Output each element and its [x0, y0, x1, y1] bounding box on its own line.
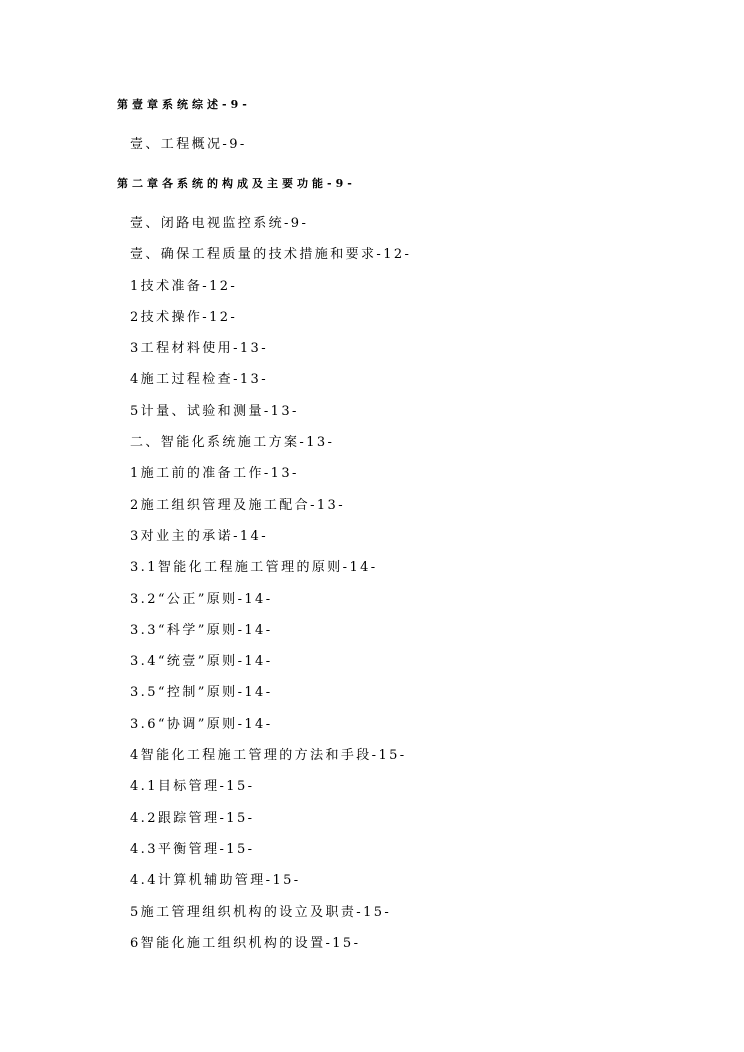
toc-entry: 3.6“协调”原则-14-: [130, 717, 273, 732]
toc-entry: 2施工组织管理及施工配合-13-: [130, 498, 345, 513]
toc-entry: 2技术操作-12-: [130, 310, 238, 325]
toc-chapter-2: 第二章各系统的构成及主要功能-9-: [117, 177, 356, 190]
toc-entry: 3.4“统壹”原则-14-: [130, 654, 273, 669]
toc-entry: 4施工过程检查-13-: [130, 372, 268, 387]
toc-entry: 4.4计算机辅助管理-15-: [130, 873, 301, 888]
toc-entry: 3.1智能化工程施工管理的原则-14-: [130, 560, 378, 575]
toc-entry: 5施工管理组织机构的设立及职责-15-: [130, 905, 392, 920]
toc-entry: 3.2“公正”原则-14-: [130, 592, 273, 607]
toc-entry: 1施工前的准备工作-13-: [130, 466, 299, 481]
toc-entry: 3对业主的承诺-14-: [130, 529, 268, 544]
toc-entry-1-1: 壹、工程概况-9-: [130, 137, 247, 152]
toc-entry: 二、智能化系统施工方案-13-: [130, 435, 335, 450]
toc-entry: 壹、闭路电视监控系统-9-: [130, 216, 309, 231]
toc-entry: 4智能化工程施工管理的方法和手段-15-: [130, 748, 407, 763]
toc-entry: 3.3“科学”原则-14-: [130, 623, 273, 638]
toc-entry: 1技术准备-12-: [130, 279, 238, 294]
toc-entry: 3.5“控制”原则-14-: [130, 685, 273, 700]
toc-chapter-1: 第壹章系统综述-9-: [117, 98, 251, 111]
toc-entry: 3工程材料使用-13-: [130, 341, 268, 356]
toc-entry: 5计量、试验和测量-13-: [130, 404, 299, 419]
toc-entry: 4.2跟踪管理-15-: [130, 811, 255, 826]
toc-entry: 6智能化施工组织机构的设置-15-: [130, 936, 361, 951]
toc-entry: 壹、确保工程质量的技术措施和要求-12-: [130, 247, 412, 262]
toc-entry: 4.1目标管理-15-: [130, 779, 255, 794]
toc-entry: 4.3平衡管理-15-: [130, 842, 255, 857]
